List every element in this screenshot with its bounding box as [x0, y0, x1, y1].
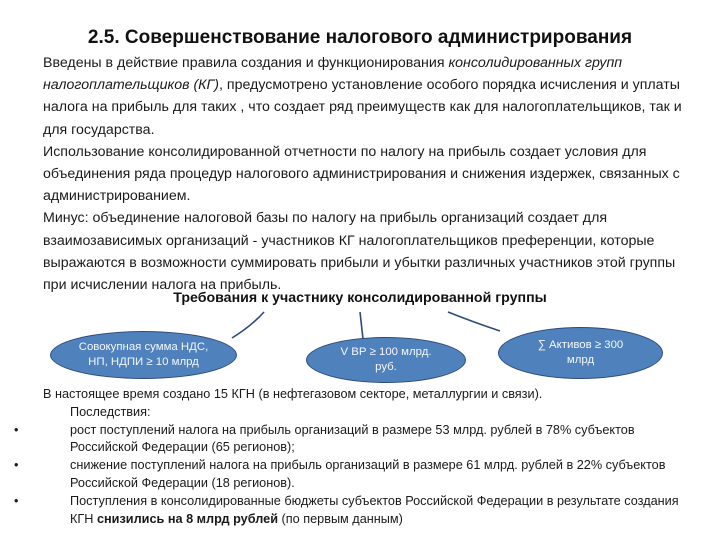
- kg-term: консолидированных групп налогоплательщиков (КГ): [43, 55, 623, 94]
- requirement-oval-taxes: [50, 331, 237, 379]
- consequence-highlight: снизились на 8 млрд рублей: [96, 511, 279, 526]
- consequences-intro: В настоящее время создано 15 КГН (в нефтегазовом секторе, металлургии и связи).: [43, 387, 543, 401]
- slide-title: 2.5. Совершенствование налогового администрирования: [87, 27, 633, 48]
- connector-left: [232, 312, 264, 338]
- paragraph-minus: Минус: объединение налоговой базы по налогу на прибыль организаций создает для взаимозависимых организаций - участников КГ налогоплательщиков преференции, которые выражаются в возможности суммировать прибыли и убытки различных участников этой группы при исчислении налога на прибыль.: [43, 210, 676, 294]
- consequence-note: (по первым данным): [278, 511, 403, 526]
- paragraph-kg-end: , предусмотрено установление особого порядка исчисления и уплаты налога на прибыль для таких , что создает ряд преимуществ как для налогоплательщиков, так и для государства.: [43, 77, 682, 138]
- requirement-taxes-line2: НП, НДПИ ≥ 10 млрд: [88, 356, 199, 368]
- consequences-label: Последствия:: [70, 404, 151, 419]
- requirement-assets-line1: ∑ Активов ≥ 300: [537, 339, 624, 351]
- connector-middle: [360, 312, 363, 339]
- requirement-oval-revenue-text: [340, 345, 431, 375]
- requirements-title: Требования к участнику консолидированной группы: [173, 290, 547, 306]
- requirement-assets-line2: млрд: [566, 354, 595, 366]
- consequence-text: Поступления в консолидированные бюджеты субъектов Российской Федерации в результате создания КГН: [70, 493, 679, 526]
- list-item: [14, 422, 703, 458]
- list-item: [14, 493, 703, 529]
- requirement-revenue-line2: руб.: [375, 361, 397, 373]
- consequences-section: [14, 386, 703, 528]
- bullet-marker: •: [14, 422, 19, 437]
- requirement-oval-assets-text: [538, 338, 623, 368]
- requirement-oval-taxes-text: [79, 340, 209, 370]
- requirement-oval-assets: [498, 327, 663, 379]
- paragraph-kg-start: Введены в действие правила создания и функционирования: [43, 55, 449, 71]
- paragraph-reporting: Использование консолидированной отчетности по налогу на прибыль создает условия для объединения ряда процедур налогового администрирования и снижения издержек, связанных с администрированием.: [43, 143, 680, 205]
- bullet-marker: •: [14, 493, 19, 508]
- consequences-list: [14, 422, 703, 529]
- bullet-marker: •: [14, 458, 19, 473]
- connector-right: [448, 312, 500, 331]
- paragraph-kg: [43, 52, 693, 141]
- intro-paragraphs: [43, 52, 693, 296]
- consequence-text: рост поступлений налога на прибыль организаций в размере 53 млрд. рублей в 78% субъектов Российской Федерации (65 регионов);: [70, 422, 635, 455]
- requirement-oval-revenue: [306, 337, 466, 383]
- list-item: [14, 457, 703, 493]
- consequence-text: снижение поступлений налога на прибыль организаций в размере 61 млрд. рублей в 22% субъектов Российской Федерации (18 регионов).: [70, 458, 666, 490]
- requirement-taxes-line1: Совокупная сумма НДС,: [78, 341, 209, 353]
- requirement-revenue-line1: V ВР ≥ 100 млрд.: [340, 346, 432, 358]
